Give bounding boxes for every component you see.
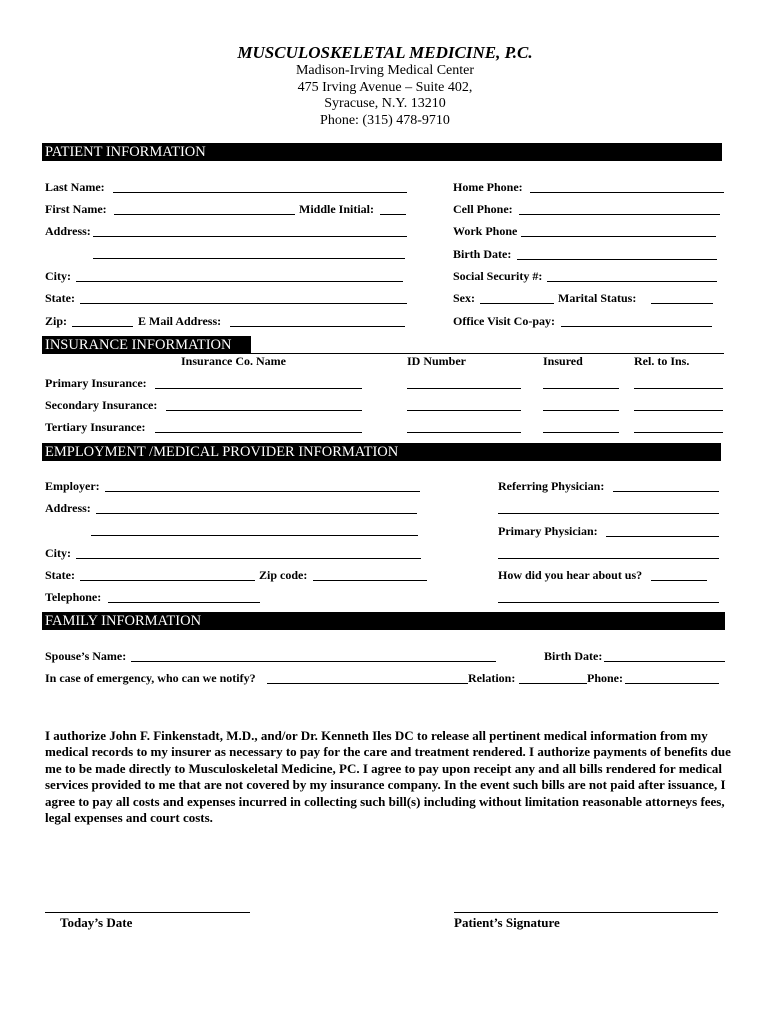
patient-signature-label: Patient’s Signature: [454, 915, 560, 930]
work-phone-input[interactable]: [521, 222, 715, 236]
sex-input[interactable]: [480, 289, 553, 303]
practice-address-line-1: Madison-Irving Medical Center: [295, 63, 475, 78]
cell-phone-label: Cell Phone:: [453, 202, 513, 216]
how-heard-input[interactable]: [651, 566, 706, 580]
email-line: [230, 326, 405, 327]
primary-insurance-insured-line: [543, 388, 619, 389]
home-phone-label: Home Phone:: [453, 180, 523, 194]
tertiary-insurance-id-input[interactable]: [407, 418, 520, 432]
primary-insurance-name-line: [155, 388, 362, 389]
address-label: Address:: [45, 224, 91, 238]
work-phone-label: Work Phone: [453, 224, 518, 238]
referring-physician-line-2-input[interactable]: [498, 499, 718, 513]
secondary-insurance-id-input[interactable]: [407, 396, 520, 410]
employer-address-label: Address:: [45, 501, 91, 515]
employer-address-line: [96, 513, 417, 514]
first-name-input[interactable]: [114, 200, 294, 214]
employer-city-input[interactable]: [76, 544, 420, 558]
emergency-phone-label: Phone:: [587, 671, 623, 685]
practice-address-line-3: Syracuse, N.Y. 13210: [324, 96, 446, 111]
practice-phone: Phone: (315) 478-9710: [320, 112, 450, 128]
ssn-input[interactable]: [547, 267, 716, 281]
tertiary-insurance-relation-input[interactable]: [634, 418, 722, 432]
address-line-2-input[interactable]: [93, 244, 406, 258]
secondary-insurance-label: Secondary Insurance:: [45, 398, 158, 412]
birth-date-input[interactable]: [517, 245, 716, 259]
address-line: [93, 236, 407, 237]
state-input[interactable]: [80, 289, 405, 303]
last-name-input[interactable]: [113, 178, 405, 192]
copay-line: [561, 326, 712, 327]
employer-address-input[interactable]: [96, 499, 416, 513]
spouse-birth-date-label: Birth Date:: [544, 649, 603, 663]
state-line: [80, 303, 407, 304]
emergency-phone-line: [625, 683, 719, 684]
family-section-title: FAMILY INFORMATION: [45, 612, 205, 630]
patient-signature-input[interactable]: [454, 898, 717, 912]
marital-status-input[interactable]: [651, 289, 712, 303]
insurance-col-name: Insurance Co. Name: [181, 354, 286, 368]
referring-physician-line: [613, 491, 719, 492]
secondary-insurance-insured-line: [543, 410, 619, 411]
insurance-col-insured: Insured: [543, 354, 583, 368]
employer-telephone-input[interactable]: [108, 588, 259, 602]
home-phone-line: [530, 192, 724, 193]
todays-date-label: Today’s Date: [60, 915, 133, 930]
spouse-name-line: [131, 661, 496, 662]
patient-section-title: PATIENT INFORMATION: [45, 143, 210, 161]
how-heard-line-2-input[interactable]: [498, 588, 718, 602]
sex-label: Sex:: [453, 291, 475, 305]
address-input[interactable]: [93, 222, 406, 236]
emergency-relation-input[interactable]: [519, 669, 586, 683]
copay-label: Office Visit Co-pay:: [453, 314, 555, 328]
primary-insurance-insured-input[interactable]: [543, 374, 618, 388]
authorization-statement: I authorize John F. Finkenstadt, M.D., and/or Dr. Kenneth Iles DC to release all pertinent medical information from my medical records to my insurer as necessary to pay for the care and treatment rendered. I authorize payments of benefits due me to be made directly to Musculoskeletal Medicine, PC. I agree to pay upon receipt any and all bills rendered for medical services provided to me that are not covered by my insurance company. In the event such bills are not paid after issuance, I agree to pay all costs and expenses incurred in collecting such bill(s) including without limitation reasonable attorneys fees, legal expenses and court costs.: [45, 728, 731, 826]
primary-insurance-id-line: [407, 388, 521, 389]
spouse-birth-date-line: [604, 661, 725, 662]
employer-zip-input[interactable]: [313, 566, 426, 580]
state-label: State:: [45, 291, 75, 305]
sex-line: [480, 303, 554, 304]
employer-line: [105, 491, 420, 492]
city-line: [76, 281, 403, 282]
referring-physician-line-2: [498, 513, 719, 514]
how-heard-line-2: [498, 602, 719, 603]
primary-insurance-name-input[interactable]: [155, 374, 361, 388]
emergency-contact-label: In case of emergency, who can we notify?: [45, 671, 256, 685]
tertiary-insurance-label: Tertiary Insurance:: [45, 420, 146, 434]
last-name-line: [113, 192, 407, 193]
emergency-relation-label: Relation:: [468, 671, 516, 685]
primary-physician-line-2-input[interactable]: [498, 544, 718, 558]
birth-date-line: [517, 259, 717, 260]
employer-city-label: City:: [45, 546, 71, 560]
patient-section-bar: [42, 143, 722, 161]
employer-state-line: [80, 580, 255, 581]
city-input[interactable]: [76, 267, 401, 281]
todays-date-input[interactable]: [45, 898, 249, 912]
marital-status-line: [651, 303, 713, 304]
patient-signature-line: [454, 912, 718, 913]
employer-zip-line: [313, 580, 427, 581]
employer-telephone-line: [108, 602, 260, 603]
tertiary-insurance-relation-line: [634, 432, 723, 433]
city-label: City:: [45, 269, 71, 283]
employer-telephone-label: Telephone:: [45, 590, 102, 604]
cell-phone-line: [519, 214, 720, 215]
primary-physician-line-2: [498, 558, 719, 559]
insurance-col-relation: Rel. to Ins.: [634, 354, 690, 368]
employment-section-title: EMPLOYMENT /MEDICAL PROVIDER INFORMATION: [45, 443, 402, 461]
zip-line: [72, 326, 133, 327]
first-name-line: [114, 214, 295, 215]
primary-insurance-relation-input[interactable]: [634, 374, 722, 388]
secondary-insurance-name-input[interactable]: [166, 396, 361, 410]
insurance-section-bar: [42, 336, 251, 354]
employer-city-line: [76, 558, 421, 559]
last-name-label: Last Name:: [45, 180, 105, 194]
email-input[interactable]: [230, 312, 404, 326]
secondary-insurance-relation-line: [634, 410, 723, 411]
insurance-section-title: INSURANCE INFORMATION: [45, 337, 232, 353]
address-line-2: [93, 258, 405, 259]
spouse-name-input[interactable]: [131, 647, 495, 661]
spouse-birth-date-input[interactable]: [604, 647, 724, 661]
marital-status-label: Marital Status:: [558, 291, 637, 305]
birth-date-label: Birth Date:: [453, 247, 512, 261]
employer-label: Employer:: [45, 479, 100, 493]
tertiary-insurance-insured-line: [543, 432, 619, 433]
zip-label: Zip:: [45, 314, 68, 328]
zip-input[interactable]: [72, 312, 132, 326]
primary-insurance-id-input[interactable]: [407, 374, 520, 388]
secondary-insurance-name-line: [166, 410, 362, 411]
employer-address-line-2: [91, 535, 418, 536]
employer-input[interactable]: [105, 477, 419, 491]
employer-state-input[interactable]: [80, 566, 254, 580]
primary-physician-label: Primary Physician:: [498, 524, 598, 538]
tertiary-insurance-name-line: [155, 432, 362, 433]
secondary-insurance-id-line: [407, 410, 521, 411]
employer-zip-label: Zip code:: [259, 568, 308, 582]
tertiary-insurance-id-line: [407, 432, 521, 433]
ssn-label: Social Security #:: [453, 269, 543, 283]
ssn-line: [547, 281, 717, 282]
tertiary-insurance-insured-input[interactable]: [543, 418, 618, 432]
primary-physician-input[interactable]: [606, 522, 718, 536]
referring-physician-input[interactable]: [613, 477, 718, 491]
todays-date-line: [45, 912, 250, 913]
primary-insurance-label: Primary Insurance:: [45, 376, 147, 390]
how-heard-label: How did you hear about us?: [498, 568, 643, 582]
home-phone-input[interactable]: [530, 178, 723, 192]
emergency-contact-input[interactable]: [267, 669, 467, 683]
referring-physician-label: Referring Physician:: [498, 479, 605, 493]
primary-physician-line: [606, 536, 719, 537]
insurance-col-id: ID Number: [407, 354, 466, 368]
cell-phone-input[interactable]: [519, 200, 719, 214]
middle-initial-label: Middle Initial:: [299, 202, 375, 216]
family-section-bar: [42, 612, 725, 630]
employer-state-label: State:: [45, 568, 75, 582]
emergency-contact-line: [267, 683, 468, 684]
practice-address-line-2: 475 Irving Avenue – Suite 402,: [297, 79, 473, 95]
secondary-insurance-insured-input[interactable]: [543, 396, 618, 410]
employer-address-line-2-input[interactable]: [91, 521, 417, 535]
email-label: E Mail Address:: [138, 314, 222, 328]
secondary-insurance-relation-input[interactable]: [634, 396, 722, 410]
middle-initial-line: [380, 214, 406, 215]
tertiary-insurance-name-input[interactable]: [155, 418, 361, 432]
copay-input[interactable]: [561, 312, 711, 326]
middle-initial-input[interactable]: [380, 200, 405, 214]
employment-section-bar: [42, 443, 721, 461]
work-phone-line: [521, 236, 716, 237]
emergency-relation-line: [519, 683, 587, 684]
first-name-label: First Name:: [45, 202, 107, 216]
emergency-phone-input[interactable]: [625, 669, 718, 683]
how-heard-line: [651, 580, 707, 581]
practice-name: MUSCULOSKELETAL MEDICINE, P.C.: [237, 43, 533, 62]
primary-insurance-relation-line: [634, 388, 723, 389]
spouse-name-label: Spouse’s Name:: [45, 649, 127, 663]
